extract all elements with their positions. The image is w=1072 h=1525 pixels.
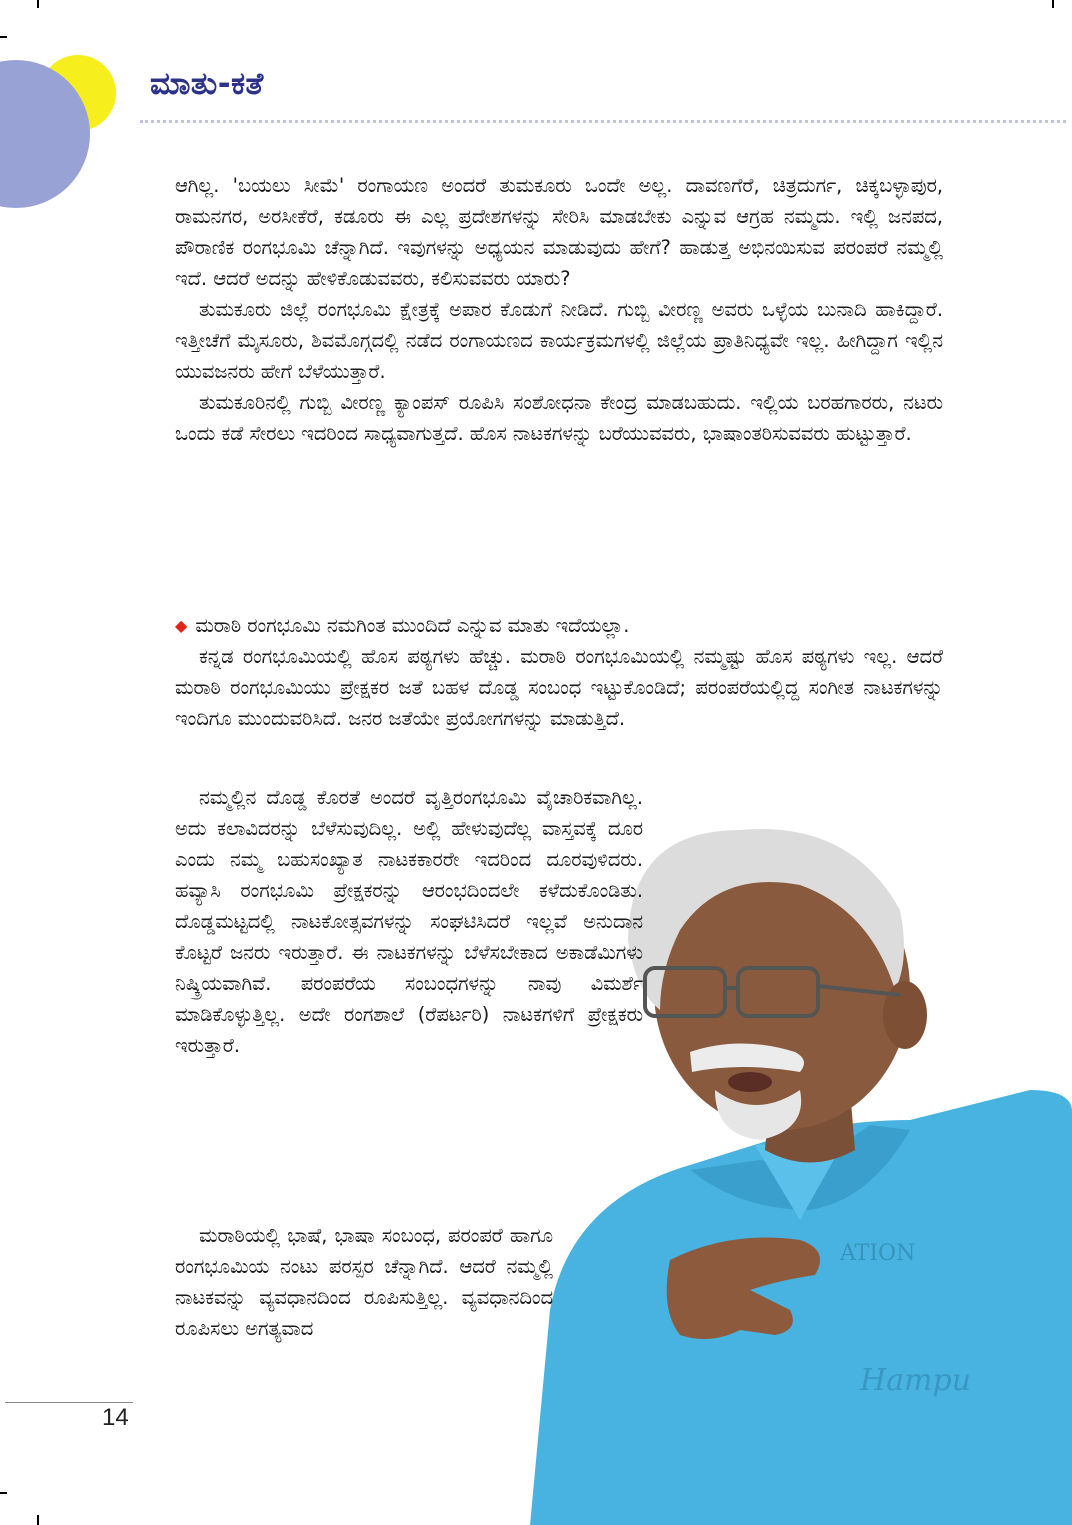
crop-mark [0, 36, 7, 38]
page-number-rule [5, 1402, 133, 1403]
paragraph: ಕನ್ನಡ ರಂಗಭೂಮಿಯಲ್ಲಿ ಹೊಸ ಪಠ್ಯಗಳು ಹೆಚ್ಚು. ಮರಾಠಿ ರಂಗಭೂಮಿಯಲ್ಲಿ ನಮ್ಮಷ್ಟು ಹೊಸ ಪಠ್ಯಗಳು ಇಲ್ಲ. ಆದರೆ ಮರಾಠಿ ರಂಗಭೂಮಿಯು ಪ್ರೇಕ್ಷಕರ ಜತೆ ಬಹಳ ದೊಡ್ಡ ಸಂಬಂಧ ಇಟ್ಟುಕೊಂಡಿದೆ; ಪರಂಪರೆಯಲ್ಲಿದ್ದ ಸಂಗೀತ ನಾಟಕಗಳನ್ನು ಇಂದಿಗೂ ಮುಂದುವರಿಸಿದೆ. ಜನರ ಜತೆಯೇ ಪ್ರಯೋಗಗಳನ್ನು ಮಾಡುತ್ತಿದೆ. [175, 645, 943, 730]
header-dotted-divider [140, 120, 1066, 123]
svg-text:ATION: ATION [840, 1241, 916, 1266]
section-title: ಮಾತು-ಕತೆ [150, 66, 264, 102]
interview-question [175, 610, 943, 641]
paragraph: ಆಗಿಲ್ಲ. 'ಬಯಲು ಸೀಮೆ' ರಂಗಾಯಣ ಅಂದರೆ ತುಮಕೂರು ಒಂದೇ ಅಲ್ಲ. ದಾವಣಗೆರೆ, ಚಿತ್ರದುರ್ಗ, ಚಿಕ್ಕಬಳ್ಳಾಪುರ, ರಾಮನಗರ, ಅರಸೀಕೆರೆ, ಕಡೂರು ಈ ಎಲ್ಲ ಪ್ರದೇಶಗಳನ್ನು ಸೇರಿಸಿ ಮಾಡಬೇಕು ಎನ್ನುವ ಆಗ್ರಹ ನಮ್ಮದು. ಇಲ್ಲಿ ಜನಪದ, ಪೌರಾಣಿಕ ರಂಗಭೂಮಿ ಚೆನ್ನಾಗಿದೆ. ಇವುಗಳನ್ನು ಅಧ್ಯಯನ ಮಾಡುವುದು ಹೇಗೆ? ಹಾಡುತ್ತ ಅಭಿನಯಿಸುವ ಪರಂಪರೆ ನಮ್ಮಲ್ಲಿ ಇದೆ. ಆದರೆ ಅದನ್ನು ಹೇಳಿಕೊಡುವವರು, ಕಲಿಸುವವರು ಯಾರು? [175, 174, 943, 290]
paragraph: ಮರಾಠಿಯಲ್ಲಿ ಭಾಷೆ, ಭಾಷಾ ಸಂಬಂಧ, ಪರಂಪರೆ ಹಾಗೂ ರಂಗಭೂಮಿಯ ನಂಟು ಪರಸ್ಪರ ಚೆನ್ನಾಗಿದೆ. ಆದರೆ ನಮ್ಮಲ್ಲಿ ನಾಟಕವನ್ನು ವ್ಯವಧಾನದಿಂದ ರೂಪಿಸುತ್ತಿಲ್ಲ. ವ್ಯವಧಾನದಿಂದ ರೂಪಿಸಲು ಅಗತ್ಯವಾದ [175, 1224, 553, 1340]
answer-narrow-column-2 [175, 1220, 553, 1344]
svg-text:Hampu: Hampu [860, 1363, 972, 1398]
question-block [175, 610, 943, 734]
red-diamond-bullet-icon: ◆ [175, 616, 188, 635]
crop-mark [37, 0, 39, 8]
article-body [175, 170, 943, 449]
crop-mark [0, 1492, 7, 1494]
paragraph: ನಮ್ಮಲ್ಲಿನ ದೊಡ್ಡ ಕೊರತೆ ಅಂದರೆ ವೃತ್ತಿರಂಗಭೂಮಿ ವೈಚಾರಿಕವಾಗಿಲ್ಲ. ಅದು ಕಲಾವಿದರನ್ನು ಬೆಳೆಸುವುದಿಲ್ಲ. ಅಲ್ಲಿ ಹೇಳುವುದೆಲ್ಲ ವಾಸ್ತವಕ್ಕೆ ದೂರ ಎಂದು ನಮ್ಮ ಬಹುಸಂಖ್ಯಾತ ನಾಟಕಕಾರರೇ ಇದರಿಂದ ದೂರವುಳಿದರು. ಹವ್ಯಾಸಿ ರಂಗಭೂಮಿ ಪ್ರೇಕ್ಷಕರನ್ನು ಆರಂಭದಿಂದಲೇ ಕಳೆದುಕೊಂಡಿತು. ದೊಡ್ಡಮಟ್ಟದಲ್ಲಿ ನಾಟಕೋತ್ಸವಗಳನ್ನು ಸಂಘಟಿಸಿದರೆ ಇಲ್ಲವೆ ಅನುದಾನ ಕೊಟ್ಟರೆ ಜನರು ಇರುತ್ತಾರೆ. ಈ ನಾಟಕಗಳನ್ನು ಬೆಳೆಸಬೇಕಾದ ಅಕಾಡೆಮಿಗಳು ನಿಷ್ಕ್ರಿಯವಾಗಿವೆ. ಪರಂಪರೆಯ ಸಂಬಂಧಗಳನ್ನು ನಾವು ವಿಮರ್ಶೆ ಮಾಡಿಕೊಳ್ಳುತ್ತಿಲ್ಲ. ಅದೇ ರಂಗಶಾಲೆ (ರೆಪರ್ಟರಿ) ನಾಟಕಗಳಿಗೆ ಪ್ರೇಕ್ಷಕರು ಇರುತ್ತಾರೆ. [175, 786, 643, 1057]
crop-mark [1052, 0, 1054, 8]
answer-narrow-column [175, 782, 643, 1061]
question-text: ಮರಾಠಿ ರಂಗಭೂಮಿ ನಮಗಿಂತ ಮುಂದಿದೆ ಎನ್ನುವ ಮಾತು ಇದೆಯಲ್ಲಾ. [195, 614, 630, 637]
paragraph: ತುಮಕೂರಿನಲ್ಲಿ ಗುಬ್ಬಿ ವೀರಣ್ಣ ಕ್ಯಾಂಪಸ್ ರೂಪಿಸಿ ಸಂಶೋಧನಾ ಕೇಂದ್ರ ಮಾಡಬಹುದು. ಇಲ್ಲಿಯ ಬರಹಗಾರರು, ನಟರು ಒಂದು ಕಡೆ ಸೇರಲು ಇದರಿಂದ ಸಾಧ್ಯವಾಗುತ್ತದೆ. ಹೊಸ ನಾಟಕಗಳನ್ನು ಬರೆಯುವವರು, ಭಾಷಾಂತರಿಸುವವರು ಹುಟ್ಟುತ್ತಾರೆ. [175, 391, 943, 445]
crop-mark [37, 1515, 39, 1525]
page-number: 14 [102, 1404, 129, 1431]
paragraph: ತುಮಕೂರು ಜಿಲ್ಲೆ ರಂಗಭೂಮಿ ಕ್ಷೇತ್ರಕ್ಕೆ ಅಪಾರ ಕೊಡುಗೆ ನೀಡಿದೆ. ಗುಬ್ಬಿ ವೀರಣ್ಣ ಅವರು ಒಳ್ಳೆಯ ಬುನಾದಿ ಹಾಕಿದ್ದಾರೆ. ಇತ್ತೀಚೆಗೆ ಮೈಸೂರು, ಶಿವಮೊಗ್ಗದಲ್ಲಿ ನಡೆದ ರಂಗಾಯಣದ ಕಾರ್ಯಕ್ರಮಗಳಲ್ಲಿ ಜಿಲ್ಲೆಯ ಪ್ರಾತಿನಿಧ್ಯವೇ ಇಲ್ಲ. ಹೀಗಿದ್ದಾಗ ಇಲ್ಲಿನ ಯುವಜನರು ಹೇಗೆ ಬೆಳೆಯುತ್ತಾರೆ. [175, 298, 943, 383]
